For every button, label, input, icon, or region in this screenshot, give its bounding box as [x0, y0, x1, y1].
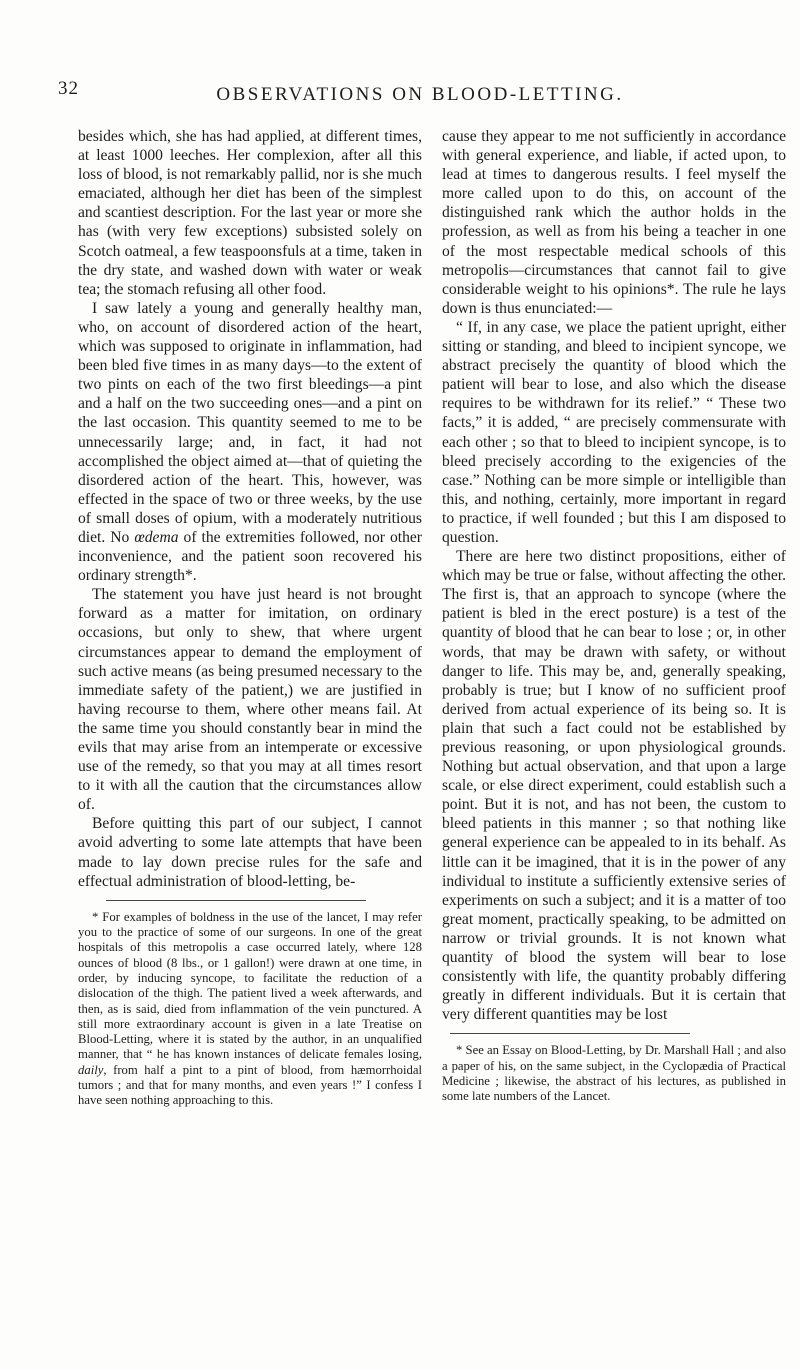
page-number: 32 [58, 78, 79, 99]
paragraph: There are here two distinct propositions, either of which may be true or false, without affecting the other. The first is, that an approach to syncope (where the patient is bled in the erect posture) is a test of the quantity of blood that he can bear to lose ; or, in other words, that may be drawn with safety, or without danger to life. This may be, and, generally speaking, probably is true; but I know of no sufficient proof derived from actual experience of its being so. It is plain that such a fact could not be established by previous reasoning, or upon physiological grounds. Nothing but actual observation, and that upon a large scale, or else direct experiment, could establish such a point. But it is not, and has not been, the custom to bleed patients in this manner ; so that nothing like general experience can be appealed to in its behalf. As little can it be imagined, that it is in the power of any individual to institute a sufficiently extensive series of experiments on such a subject; and it is a matter of too great moment, practically speaking, to be admitted on narrow or trivial grounds. It is not known what quantity of blood the system will bear to lose consistently with life, the quantity probably differing greatly in different individuals. But it is certain that very different quantities may be lost [442, 548, 786, 1024]
right-column [442, 127, 786, 1105]
paragraph-text: I saw lately a young and generally healthy man, who, on account of disordered action of the heart, which was supposed to originate in inflammation, had been bled five times in as many days—to the extent of two pints on each of the two first bleedings—a pint and a half on the two succeeding ones—and a pint on the last occasion. This quantity seemed to me to be unnecessarily large; and, in fact, it had not accomplished the object aimed at—that of quieting the disordered action of the heart. This, however, was effected in the space of two or three weeks, by the use of small doses of opium, with a moderately nutritious diet. No [78, 299, 422, 546]
footnote: * See an Essay on Blood-Letting, by Dr. Marshall Hall ; and also a paper of his, on the same subject, in the Cyclopædia of Practical Medicine ; likewise, the abstract of his lectures, as published in some late numbers of the Lancet. [442, 1043, 786, 1104]
paragraph: The statement you have just heard is not brought forward as a matter for imitation, on ordinary occasions, but only to shew, that where urgent circumstances appear to demand the employment of such active means (as being presumed necessary to the immediate safety of the patient,) we are justified in having recourse to them, where other means fail. At the same time you should constantly bear in mind the evils that may arise from an intemperate or excessive use of the remedy, so that you may at all times resort to it with all the caution that the circumstances allow of. [78, 586, 422, 814]
paragraph-text: of the extremities followed, nor other inconvenience, and the patient soon recovered his ordinary strength*. [78, 528, 422, 585]
paragraph: besides which, she has had applied, at different times, at least 1000 leeches. Her complexion, after all this loss of blood, is not remarkably pallid, nor is she much emaciated, although her diet has been of the simplest and scantiest description. For the last year or more she has (with very few exceptions) subsisted solely on Scotch oatmeal, a few teaspoonsfuls at a time, taken in the dry state, and washed down with water or weak tea; the stomach refusing all other food. [78, 128, 422, 298]
paragraph [78, 299, 422, 585]
footnote-rule [450, 1033, 690, 1034]
running-head: OBSERVATIONS ON BLOOD-LETTING. [216, 84, 624, 105]
footnote-text: , from half a pint to a pint of blood, from hæmorrhoidal tumors ; and that for many months, and even years !” I confess I have seen nothing approaching to this. [78, 1062, 422, 1108]
paragraph-emphasis: œdema [134, 528, 179, 546]
footnote-rule [106, 900, 366, 901]
footnote-text: * For examples of boldness in the use of the lancet, I may refer you to the practice of some of our surgeons. In one of the great hospitals of this metropolis a case occurred lately, where 128 ounces of blood (8 lbs., or 1 gallon!) were drawn at one time, in order, by inducing syncope, to facilitate the reduction of a dislocation of the thigh. The patient lived a week afterwards, and then, as is said, died from inflammation of the vein punctured. A still more extraordinary account is given in a late Treatise on Blood-Letting, where it is stated by the author, in an unqualified manner, that “ he has known instances of delicate females losing, [78, 909, 422, 1062]
footnote [78, 910, 422, 1109]
paragraph: cause they appear to me not sufficiently in accordance with general experience, and liable, if acted upon, to lead at times to dangerous results. I feel myself the more called upon to do this, on account of the distinguished rank which the author holds in the profession, as well as from his being a teacher in one of the most respectable medical schools of this metropolis—circumstances that cannot fail to give considerable weight to his opinions*. The rule he lays down is thus enunciated:— [442, 128, 786, 317]
footnote-emphasis: daily [78, 1062, 104, 1077]
left-column [78, 127, 422, 1109]
paragraph: Before quitting this part of our subject, I cannot avoid adverting to some late attempts that have been made to lay down precise rules for the safe and effectual administration of blood-letting, be- [78, 815, 422, 890]
paragraph: “ If, in any case, we place the patient upright, either sitting or standing, and bleed to incipient syncope, we abstract precisely the quantity of blood which the patient will bear to lose, and also which the disease requires to be withdrawn for its relief.” “ These two facts,” it is added, “ are precisely commensurate with each other ; so that to bleed to incipient syncope, is to bleed precisely according to the exigencies of the case.” Nothing can be more simple or intelligible than this, and nothing, certainly, more important in regard to practice, if well founded ; but this I am disposed to question. [442, 318, 786, 546]
